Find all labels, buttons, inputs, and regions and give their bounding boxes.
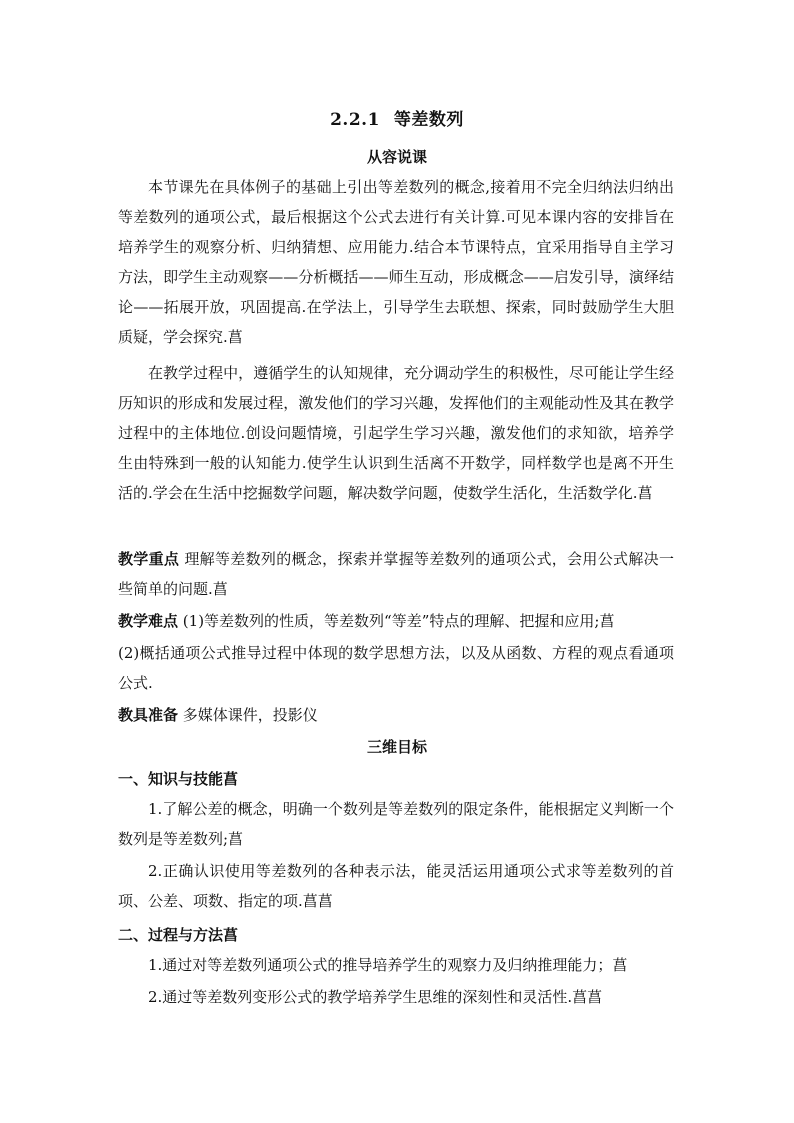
heading-congrong-shuoke: 从容说课: [366, 148, 427, 166]
teaching-difficulty-text-2: (2)概括通项公式推导过程中体现的数学思想方法，以及从函数、方程的观点看通项公式.: [118, 644, 674, 692]
page-title: [0, 105, 794, 130]
teaching-difficulty-text-1: (1)等差数列的性质，等差数列“等差”特点的理解、把握和应用;菖: [182, 612, 615, 630]
title-number: 2.2.1: [330, 110, 380, 130]
section-process-methods: 二、过程与方法菖: [118, 926, 239, 944]
objective-1-2: 2.正确认识使用等差数列的各种表示法，能灵活运用通项公式求等差数列的首项、公差、项数、指定的项.菖菖: [118, 862, 674, 910]
teaching-difficulty: [118, 606, 674, 636]
teaching-tools: [118, 700, 674, 730]
teaching-focus: [118, 544, 674, 604]
objective-2-1: 1.通过对等差数列通项公式的推导培养学生的观察力及归纳推理能力；菖: [148, 956, 628, 974]
teaching-difficulty-label: 教学难点: [118, 612, 179, 630]
teaching-tools-text: 多媒体课件，投影仪: [182, 706, 318, 724]
paragraph-1: 本节课先在具体例子的基础上引出等差数列的概念,接着用不完全归纳法归纳出等差数列的通项公式，最后根据这个公式去进行有关计算.可见本课内容的安排旨在培养学生的观察分析、归纳猜想、应用能力.结合本节课特点，宜采用指导自主学习方法，即学生主动观察——分析概括——师生互动，形成概念——启发引导，演绎结论——拓展开放，巩固提高.在学法上，引导学生去联想、探索，同时鼓励学生大胆质疑，学会探究.菖: [118, 178, 674, 346]
title-text: 等差数列: [393, 110, 464, 130]
objective-1-1: 1.了解公差的概念，明确一个数列是等差数列的限定条件，能根据定义判断一个数列是等差数列;菖: [118, 800, 674, 848]
heading-sanwei-mubiao: 三维目标: [366, 738, 427, 756]
objective-2-2: 2.通过等差数列变形公式的教学培养学生思维的深刻性和灵活性.菖菖: [148, 988, 603, 1006]
teaching-focus-label: 教学重点: [118, 550, 180, 568]
teaching-focus-text: 理解等差数列的概念，探索并掌握等差数列的通项公式，会用公式解决一些简单的问题.菖: [118, 550, 674, 598]
paragraph-2: 在教学过程中，遵循学生的认知规律，充分调动学生的积极性，尽可能让学生经历知识的形成和发展过程，激发他们的学习兴趣，发挥他们的主观能动性及其在教学过程中的主体地位.创设问题情境，引起学生学习兴趣，激发他们的求知欲，培养学生由特殊到一般的认知能力.使学生认识到生活离不开数学，同样数学也是离不开生活的.学会在生活中挖掘数学问题，解决数学问题，使数学生活化，生活数学化.菖: [118, 364, 674, 502]
teaching-tools-label: 教具准备: [118, 706, 179, 724]
section-knowledge-skills: 一、知识与技能菖: [118, 770, 239, 788]
